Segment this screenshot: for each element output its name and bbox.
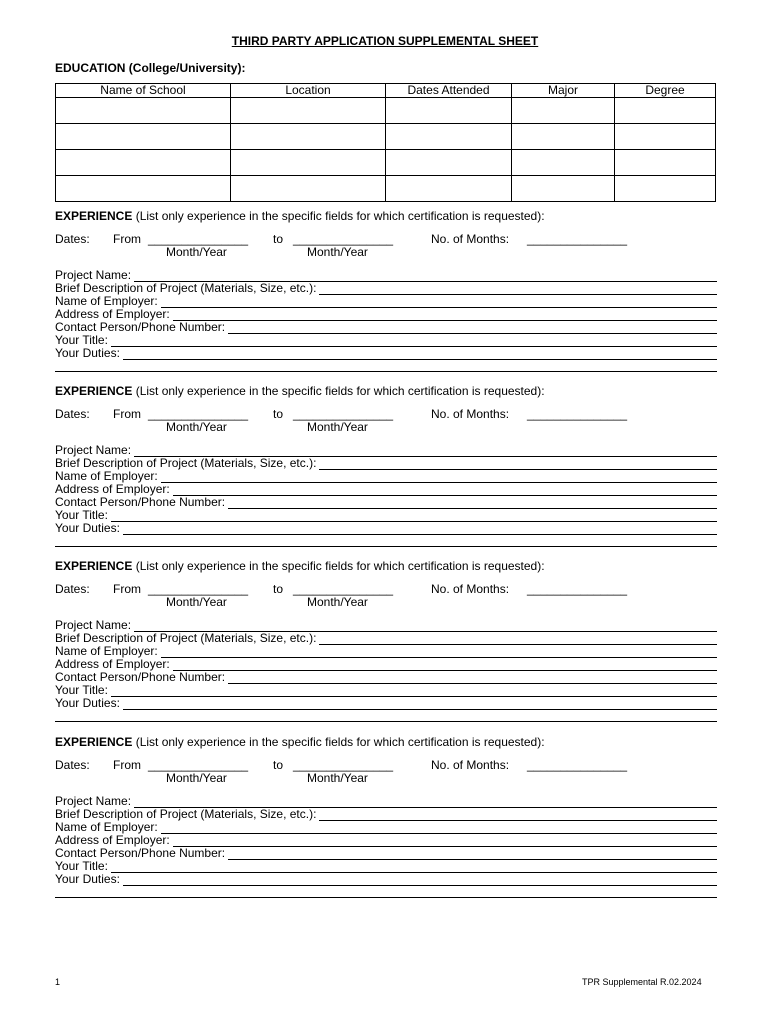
months-field[interactable]: _______________ xyxy=(527,758,628,772)
col-header-dates-attended: Dates Attended xyxy=(386,84,512,98)
dates-row xyxy=(55,758,717,772)
to-date-field[interactable]: _______________ xyxy=(293,758,394,772)
field-label: Project Name: xyxy=(55,268,132,282)
field-input-line[interactable] xyxy=(123,875,717,886)
table-row xyxy=(56,124,716,150)
field-label: Name of Employer: xyxy=(55,294,158,308)
field-input-line[interactable] xyxy=(319,810,717,821)
field-label: Contact Person/Phone Number: xyxy=(55,320,226,334)
dates-row xyxy=(55,407,717,421)
field-label: Address of Employer: xyxy=(55,657,170,671)
table-cell[interactable] xyxy=(56,150,231,176)
field-input-line[interactable] xyxy=(319,634,717,645)
field-input-line[interactable] xyxy=(228,498,717,509)
field-label: Brief Description of Project (Materials, Size, etc.): xyxy=(55,807,317,821)
field-label: Your Title: xyxy=(55,683,108,697)
months-field[interactable]: _______________ xyxy=(527,232,628,246)
contact-person-field[interactable] xyxy=(55,321,717,334)
from-date-field[interactable]: _______________ xyxy=(148,758,249,772)
field-input-line[interactable] xyxy=(173,310,717,321)
from-date-field[interactable]: _______________ xyxy=(148,232,249,246)
dates-label: Dates: xyxy=(55,407,90,421)
table-cell[interactable] xyxy=(512,176,615,202)
experience-heading xyxy=(55,209,545,223)
from-label: From xyxy=(113,758,141,772)
experience-heading xyxy=(55,559,545,573)
field-label: Contact Person/Phone Number: xyxy=(55,846,226,860)
field-label: Project Name: xyxy=(55,618,132,632)
col-header-major: Major xyxy=(512,84,615,98)
months-field[interactable]: _______________ xyxy=(527,582,628,596)
field-label: Your Duties: xyxy=(55,521,120,535)
table-cell[interactable] xyxy=(56,176,231,202)
duties-field[interactable] xyxy=(55,873,717,886)
table-row xyxy=(56,98,716,124)
to-date-field[interactable]: _______________ xyxy=(293,232,394,246)
field-label: Name of Employer: xyxy=(55,644,158,658)
to-label: to xyxy=(273,758,284,772)
contact-person-field[interactable] xyxy=(55,847,717,860)
page-number: 1 xyxy=(55,977,61,987)
field-label: Address of Employer: xyxy=(55,482,170,496)
table-cell[interactable] xyxy=(615,124,716,150)
field-input-line[interactable] xyxy=(111,862,717,873)
duties-continuation-line[interactable] xyxy=(55,546,717,547)
field-input-line[interactable] xyxy=(123,699,717,710)
experience-heading-label: EXPERIENCE xyxy=(55,559,133,573)
field-label: Address of Employer: xyxy=(55,307,170,321)
months-label: No. of Months: xyxy=(431,407,510,421)
contact-person-field[interactable] xyxy=(55,496,717,509)
experience-block xyxy=(55,559,717,729)
field-input-line[interactable] xyxy=(123,524,717,535)
to-month-year-hint: Month/Year xyxy=(307,771,368,785)
months-label: No. of Months: xyxy=(431,758,510,772)
duties-continuation-line[interactable] xyxy=(55,371,717,372)
title-field[interactable] xyxy=(55,509,717,522)
field-label: Your Title: xyxy=(55,508,108,522)
col-header-degree: Degree xyxy=(615,84,716,98)
title-field[interactable] xyxy=(55,334,717,347)
field-input-line[interactable] xyxy=(123,349,717,360)
from-label: From xyxy=(113,582,141,596)
table-cell[interactable] xyxy=(512,150,615,176)
table-cell[interactable] xyxy=(56,98,231,124)
field-input-line[interactable] xyxy=(173,836,717,847)
experience-heading-label: EXPERIENCE xyxy=(55,735,133,749)
table-cell[interactable] xyxy=(56,124,231,150)
table-cell[interactable] xyxy=(231,98,386,124)
dates-label: Dates: xyxy=(55,582,90,596)
field-input-line[interactable] xyxy=(161,297,717,308)
to-month-year-hint: Month/Year xyxy=(307,245,368,259)
table-cell[interactable] xyxy=(231,150,386,176)
experience-block xyxy=(55,384,717,554)
field-input-line[interactable] xyxy=(228,673,717,684)
table-row xyxy=(56,150,716,176)
duties-continuation-line[interactable] xyxy=(55,897,717,898)
field-label: Contact Person/Phone Number: xyxy=(55,495,226,509)
to-month-year-hint: Month/Year xyxy=(307,420,368,434)
field-input-line[interactable] xyxy=(111,336,717,347)
field-label: Brief Description of Project (Materials, Size, etc.): xyxy=(55,631,317,645)
table-cell[interactable] xyxy=(615,98,716,124)
experience-block xyxy=(55,209,717,379)
months-label: No. of Months: xyxy=(431,582,510,596)
from-date-field[interactable]: _______________ xyxy=(148,582,249,596)
field-label: Your Title: xyxy=(55,859,108,873)
field-input-line[interactable] xyxy=(228,849,717,860)
table-cell[interactable] xyxy=(386,124,512,150)
from-label: From xyxy=(113,232,141,246)
dates-row xyxy=(55,582,717,596)
field-label: Name of Employer: xyxy=(55,469,158,483)
to-label: to xyxy=(273,232,284,246)
title-field[interactable] xyxy=(55,860,717,873)
experience-block xyxy=(55,735,717,905)
experience-heading-instructions: (List only experience in the specific fields for which certification is requested): xyxy=(132,384,545,398)
col-header-name-of-school: Name of School xyxy=(56,84,231,98)
education-table xyxy=(55,83,716,202)
field-input-line[interactable] xyxy=(228,323,717,334)
education-rows xyxy=(56,98,716,202)
from-month-year-hint: Month/Year xyxy=(166,245,227,259)
field-label: Brief Description of Project (Materials, Size, etc.): xyxy=(55,456,317,470)
field-label: Project Name: xyxy=(55,794,132,808)
table-cell[interactable] xyxy=(615,176,716,202)
education-heading: EDUCATION (College/University): xyxy=(55,61,246,75)
experience-heading-label: EXPERIENCE xyxy=(55,209,133,223)
field-input-line[interactable] xyxy=(111,511,717,522)
to-month-year-hint: Month/Year xyxy=(307,595,368,609)
experience-heading-label: EXPERIENCE xyxy=(55,384,133,398)
experience-heading xyxy=(55,735,545,749)
field-label: Your Duties: xyxy=(55,696,120,710)
table-cell[interactable] xyxy=(231,124,386,150)
from-month-year-hint: Month/Year xyxy=(166,420,227,434)
table-cell[interactable] xyxy=(512,124,615,150)
field-input-line[interactable] xyxy=(161,823,717,834)
table-cell[interactable] xyxy=(386,98,512,124)
field-input-line[interactable] xyxy=(161,472,717,483)
experience-heading xyxy=(55,384,545,398)
dates-label: Dates: xyxy=(55,758,90,772)
experience-heading-instructions: (List only experience in the specific fields for which certification is requested): xyxy=(132,209,545,223)
duties-field[interactable] xyxy=(55,697,717,710)
from-label: From xyxy=(113,407,141,421)
months-label: No. of Months: xyxy=(431,232,510,246)
to-label: to xyxy=(273,582,284,596)
dates-row xyxy=(55,232,717,246)
table-cell[interactable] xyxy=(512,98,615,124)
dates-label: Dates: xyxy=(55,232,90,246)
duties-field[interactable] xyxy=(55,522,717,535)
to-label: to xyxy=(273,407,284,421)
table-cell[interactable] xyxy=(386,176,512,202)
field-input-line[interactable] xyxy=(319,459,717,470)
table-cell[interactable] xyxy=(231,176,386,202)
experience-heading-instructions: (List only experience in the specific fields for which certification is requested): xyxy=(132,559,545,573)
col-header-location: Location xyxy=(231,84,386,98)
field-label: Your Duties: xyxy=(55,346,120,360)
field-label: Project Name: xyxy=(55,443,132,457)
from-month-year-hint: Month/Year xyxy=(166,595,227,609)
page-title: THIRD PARTY APPLICATION SUPPLEMENTAL SHEET xyxy=(231,34,539,48)
contact-person-field[interactable] xyxy=(55,671,717,684)
field-input-line[interactable] xyxy=(161,647,717,658)
experience-heading-instructions: (List only experience in the specific fields for which certification is requested): xyxy=(132,735,545,749)
from-date-field[interactable]: _______________ xyxy=(148,407,249,421)
field-label: Address of Employer: xyxy=(55,833,170,847)
table-cell[interactable] xyxy=(386,150,512,176)
field-input-line[interactable] xyxy=(173,485,717,496)
to-date-field[interactable]: _______________ xyxy=(293,582,394,596)
to-date-field[interactable]: _______________ xyxy=(293,407,394,421)
from-month-year-hint: Month/Year xyxy=(166,771,227,785)
table-cell[interactable] xyxy=(615,150,716,176)
field-input-line[interactable] xyxy=(173,660,717,671)
table-row xyxy=(56,176,716,202)
field-input-line[interactable] xyxy=(319,284,717,295)
field-label: Name of Employer: xyxy=(55,820,158,834)
field-label: Contact Person/Phone Number: xyxy=(55,670,226,684)
field-label: Your Title: xyxy=(55,333,108,347)
title-field[interactable] xyxy=(55,684,717,697)
duties-field[interactable] xyxy=(55,347,717,360)
field-label: Brief Description of Project (Materials, Size, etc.): xyxy=(55,281,317,295)
field-input-line[interactable] xyxy=(111,686,717,697)
form-id: TPR Supplemental R.02.2024 xyxy=(582,977,702,987)
duties-continuation-line[interactable] xyxy=(55,721,717,722)
months-field[interactable]: _______________ xyxy=(527,407,628,421)
field-label: Your Duties: xyxy=(55,872,120,886)
